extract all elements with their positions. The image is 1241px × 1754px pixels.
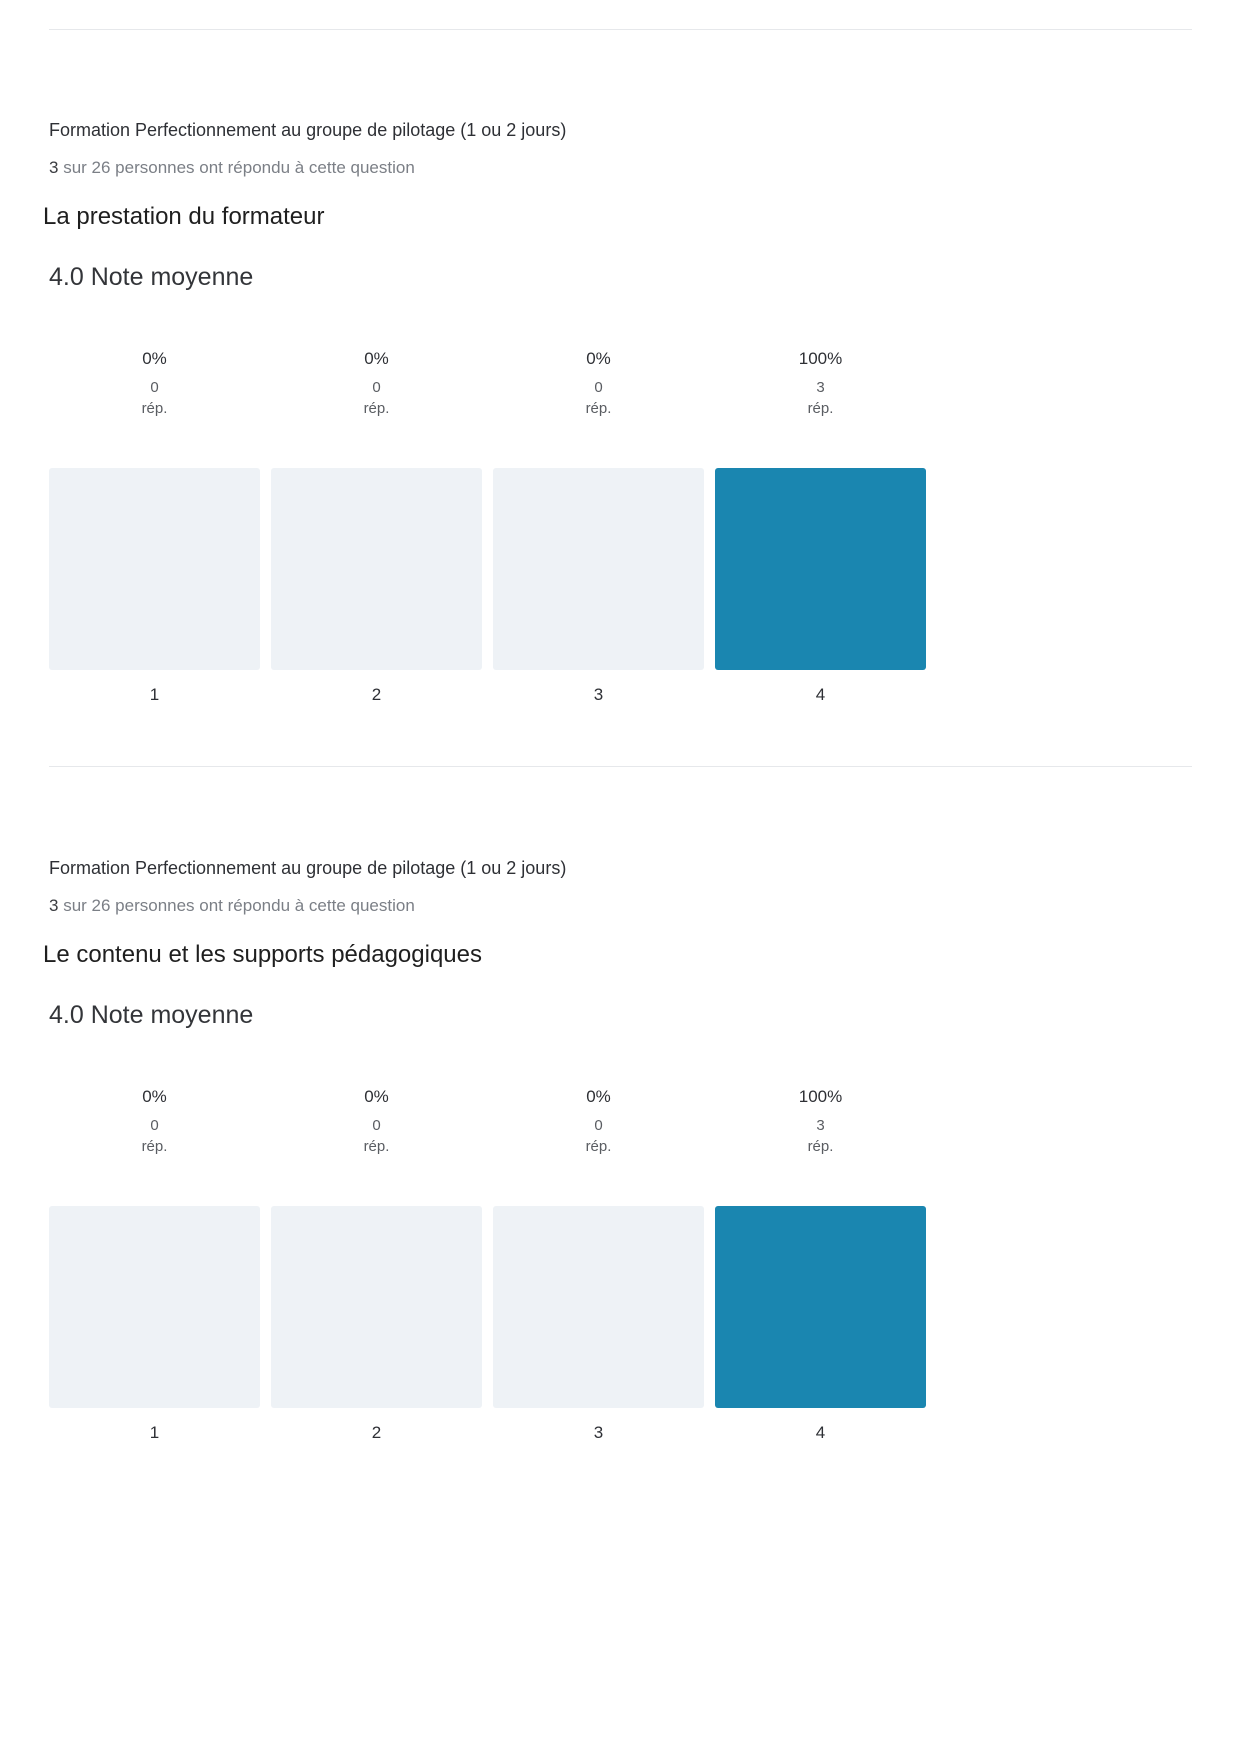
count-label: 3 bbox=[816, 379, 825, 396]
percent-label: 0% bbox=[142, 349, 167, 368]
unit-label: rép. bbox=[363, 1138, 390, 1155]
count-label: 3 bbox=[816, 1117, 825, 1134]
bar bbox=[715, 1206, 926, 1408]
respondent-number: 3 bbox=[49, 158, 59, 177]
category-label: 2 bbox=[371, 1423, 382, 1442]
percent-label: 0% bbox=[142, 1087, 167, 1106]
respondent-count bbox=[49, 158, 415, 178]
top-divider bbox=[49, 29, 1192, 30]
percent-label: 100% bbox=[798, 1087, 843, 1106]
unit-label: rép. bbox=[363, 400, 390, 417]
rating-chart bbox=[0, 1078, 1241, 1442]
question-title: La prestation du formateur bbox=[43, 203, 325, 230]
respondent-text: sur 26 personnes ont répondu à cette question bbox=[58, 158, 415, 177]
percent-label: 0% bbox=[586, 1087, 611, 1106]
bar-track bbox=[49, 468, 260, 670]
category-label: 1 bbox=[149, 1423, 160, 1442]
bar-track bbox=[271, 1206, 482, 1408]
category-label: 4 bbox=[815, 685, 826, 704]
percent-label: 100% bbox=[798, 349, 843, 368]
question-section-2 bbox=[0, 858, 1241, 1442]
form-title: Formation Perfectionnement au groupe de pilotage (1 ou 2 jours) bbox=[49, 120, 567, 140]
count-label: 0 bbox=[594, 379, 603, 396]
category-label: 2 bbox=[371, 685, 382, 704]
count-label: 0 bbox=[150, 1117, 159, 1134]
count-label: 0 bbox=[150, 379, 159, 396]
count-label: 0 bbox=[372, 1117, 381, 1134]
bar-track bbox=[271, 468, 482, 670]
category-label: 1 bbox=[149, 685, 160, 704]
rating-chart bbox=[0, 340, 1241, 704]
respondent-count bbox=[49, 896, 415, 916]
unit-label: rép. bbox=[807, 1138, 834, 1155]
average-rating: 4.0 Note moyenne bbox=[49, 263, 254, 291]
count-label: 0 bbox=[594, 1117, 603, 1134]
rating-chart-svg bbox=[0, 1078, 1241, 1448]
count-label: 0 bbox=[372, 379, 381, 396]
bar-track bbox=[49, 1206, 260, 1408]
question-title: Le contenu et les supports pédagogiques bbox=[43, 941, 482, 968]
rating-chart-svg bbox=[0, 340, 1241, 710]
percent-label: 0% bbox=[586, 349, 611, 368]
category-label: 3 bbox=[593, 1423, 604, 1442]
bar-track bbox=[493, 1206, 704, 1408]
unit-label: rép. bbox=[141, 1138, 168, 1155]
question-section-1 bbox=[0, 120, 1241, 704]
average-rating: 4.0 Note moyenne bbox=[49, 1001, 254, 1029]
unit-label: rép. bbox=[585, 1138, 612, 1155]
bar bbox=[715, 468, 926, 670]
respondent-number: 3 bbox=[49, 896, 59, 915]
unit-label: rép. bbox=[141, 400, 168, 417]
unit-label: rép. bbox=[585, 400, 612, 417]
category-label: 4 bbox=[815, 1423, 826, 1442]
category-label: 3 bbox=[593, 685, 604, 704]
bar-track bbox=[493, 468, 704, 670]
percent-label: 0% bbox=[364, 349, 389, 368]
percent-label: 0% bbox=[364, 1087, 389, 1106]
section-divider bbox=[49, 766, 1192, 767]
respondent-text: sur 26 personnes ont répondu à cette question bbox=[58, 896, 415, 915]
form-title: Formation Perfectionnement au groupe de pilotage (1 ou 2 jours) bbox=[49, 858, 567, 878]
unit-label: rép. bbox=[807, 400, 834, 417]
